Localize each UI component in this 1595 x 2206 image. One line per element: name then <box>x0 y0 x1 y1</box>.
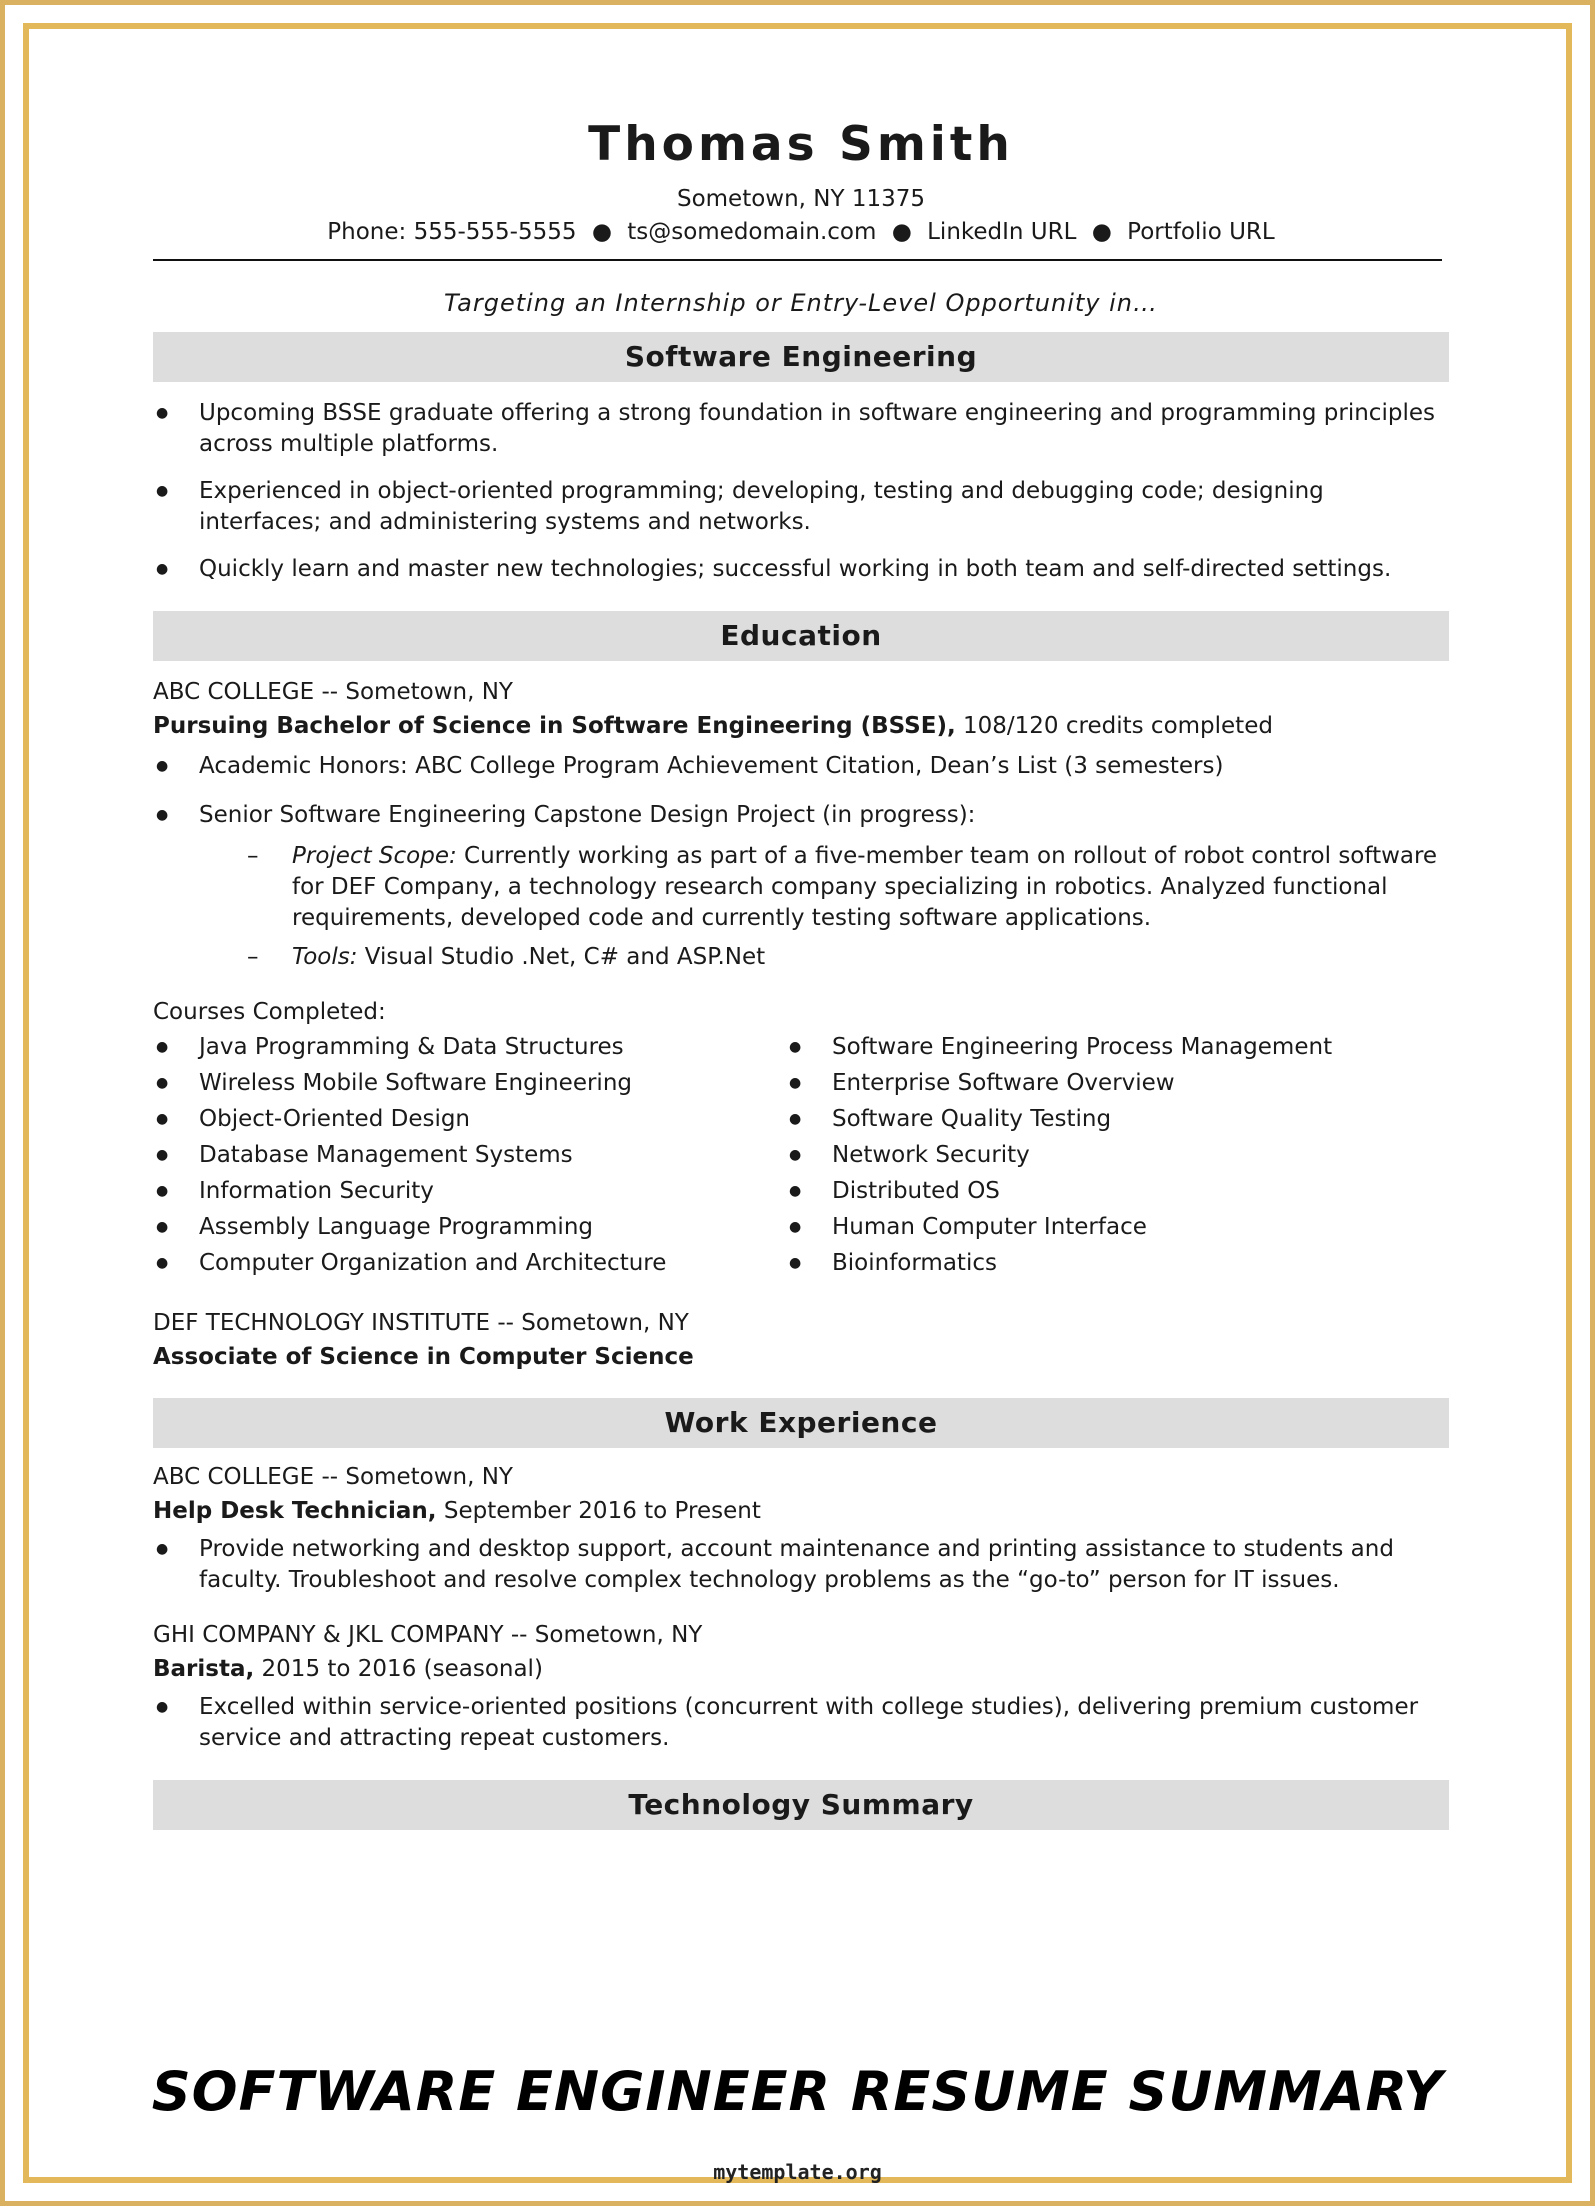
course-item: ● Wireless Mobile Software Engineering <box>153 1068 786 1099</box>
footer-title: SOFTWARE ENGINEER RESUME SUMMARY <box>151 2060 1444 2123</box>
course-item: ● Network Security <box>786 1140 1419 1171</box>
targeting-line: Targeting an Internship or Entry-Level Opportunity in… <box>444 289 1158 317</box>
course-item: ● Information Security <box>153 1176 786 1207</box>
job-2-employer: GHI COMPANY & JKL COMPANY -- Sometown, NY <box>153 1622 703 1648</box>
course-item: ● Distributed OS <box>786 1176 1419 1207</box>
resume-address: Sometown, NY 11375 <box>676 186 926 212</box>
tools-label: Tools: <box>292 944 358 970</box>
course-item: ● Assembly Language Programming <box>153 1212 786 1243</box>
course-item: ● Java Programming & Data Structures <box>153 1032 786 1063</box>
section-header-work-experience: Work Experience <box>153 1398 1449 1448</box>
degree-1-detail: 108/120 credits completed <box>955 713 1273 739</box>
phone: Phone: 555-555-5555 <box>327 219 577 245</box>
capstone-text: Senior Software Engineering Capstone Design Project (in progress): <box>199 802 976 828</box>
education-list <box>153 751 1449 973</box>
course-item: ● Human Computer Interface <box>786 1212 1419 1243</box>
scope-text: Currently working as part of a five-member team on rollout of robot control software for DEF Company, a technology research company specializing in robotics. Analyzed functional requirements, developed code and currently testing software applications. <box>292 843 1438 931</box>
scope-label: Project Scope: <box>292 843 457 869</box>
scope-item <box>199 841 1449 934</box>
course-item: ● Bioinformatics <box>786 1248 1419 1279</box>
separator-dot: ● <box>891 219 912 245</box>
list-item: ● Experienced in object-oriented programming; developing, testing and debugging code; designing interfaces; and administering systems and networks. <box>153 476 1449 538</box>
degree-2: Associate of Science in Computer Science <box>153 1344 694 1370</box>
resume-page <box>153 105 1449 1830</box>
capstone-item <box>153 800 1449 973</box>
summary-list <box>153 398 1449 585</box>
courses-list-left <box>153 1032 786 1279</box>
separator-dot: ● <box>591 219 612 245</box>
job-2-list <box>153 1692 1449 1754</box>
job-2-dates: 2015 to 2016 (seasonal) <box>254 1656 543 1682</box>
job-1-title: Help Desk Technician, <box>153 1498 437 1524</box>
tools-item <box>199 942 1449 973</box>
courses-columns <box>153 1032 1449 1284</box>
email: ts@somedomain.com <box>627 219 877 245</box>
resume-name: Thomas Smith <box>588 117 1014 172</box>
section-header-software-engineering: Software Engineering <box>153 332 1449 382</box>
degree-1 <box>153 709 1449 743</box>
honors-item: ● Academic Honors: ABC College Program Achievement Citation, Dean’s List (3 semesters) <box>153 751 1449 782</box>
job-1-dates: September 2016 to Present <box>436 1498 761 1524</box>
course-item: ● Computer Organization and Architecture <box>153 1248 786 1279</box>
portfolio: Portfolio URL <box>1127 219 1275 245</box>
list-item: ● Quickly learn and master new technologies; successful working in both team and self-directed settings. <box>153 554 1449 585</box>
course-item: ● Database Management Systems <box>153 1140 786 1171</box>
job-1-list <box>153 1534 1449 1596</box>
job-1-role <box>153 1494 1449 1528</box>
capstone-details <box>199 841 1449 973</box>
linkedin: LinkedIn URL <box>927 219 1077 245</box>
degree-1-name: Pursuing Bachelor of Science in Software Engineering (BSSE), <box>153 713 956 739</box>
course-item: ● Software Engineering Process Management <box>786 1032 1419 1063</box>
list-item: ● Provide networking and desktop support, account maintenance and printing assistance to students and faculty. Troubleshoot and resolve complex technology problems as the “go-to” person for IT issues. <box>153 1534 1449 1596</box>
school-2: DEF TECHNOLOGY INSTITUTE -- Sometown, NY <box>153 1310 689 1336</box>
section-header-education: Education <box>153 611 1449 661</box>
job-2-role <box>153 1652 1449 1686</box>
courses-label: Courses Completed: <box>153 999 386 1025</box>
footer-site: mytemplate.org <box>713 2160 882 2184</box>
contact-line <box>153 216 1449 249</box>
courses-right <box>786 1032 1419 1284</box>
tools-text: Visual Studio .Net, C# and ASP.Net <box>357 944 766 970</box>
course-item: ● Software Quality Testing <box>786 1104 1419 1135</box>
job-2-title: Barista, <box>153 1656 255 1682</box>
section-header-technology-summary: Technology Summary <box>153 1780 1449 1830</box>
course-item: ● Enterprise Software Overview <box>786 1068 1419 1099</box>
courses-left <box>153 1032 786 1284</box>
separator-dot: ● <box>1091 219 1112 245</box>
course-item: ● Object-Oriented Design <box>153 1104 786 1135</box>
list-item: ● Upcoming BSSE graduate offering a strong foundation in software engineering and programming principles across multiple platforms. <box>153 398 1449 460</box>
school-1: ABC COLLEGE -- Sometown, NY <box>153 679 513 705</box>
header-rule <box>153 259 1442 261</box>
job-1-employer: ABC COLLEGE -- Sometown, NY <box>153 1464 513 1490</box>
list-item: ● Excelled within service-oriented positions (concurrent with college studies), delivering premium customer service and attracting repeat customers. <box>153 1692 1449 1754</box>
courses-list-right <box>786 1032 1419 1279</box>
